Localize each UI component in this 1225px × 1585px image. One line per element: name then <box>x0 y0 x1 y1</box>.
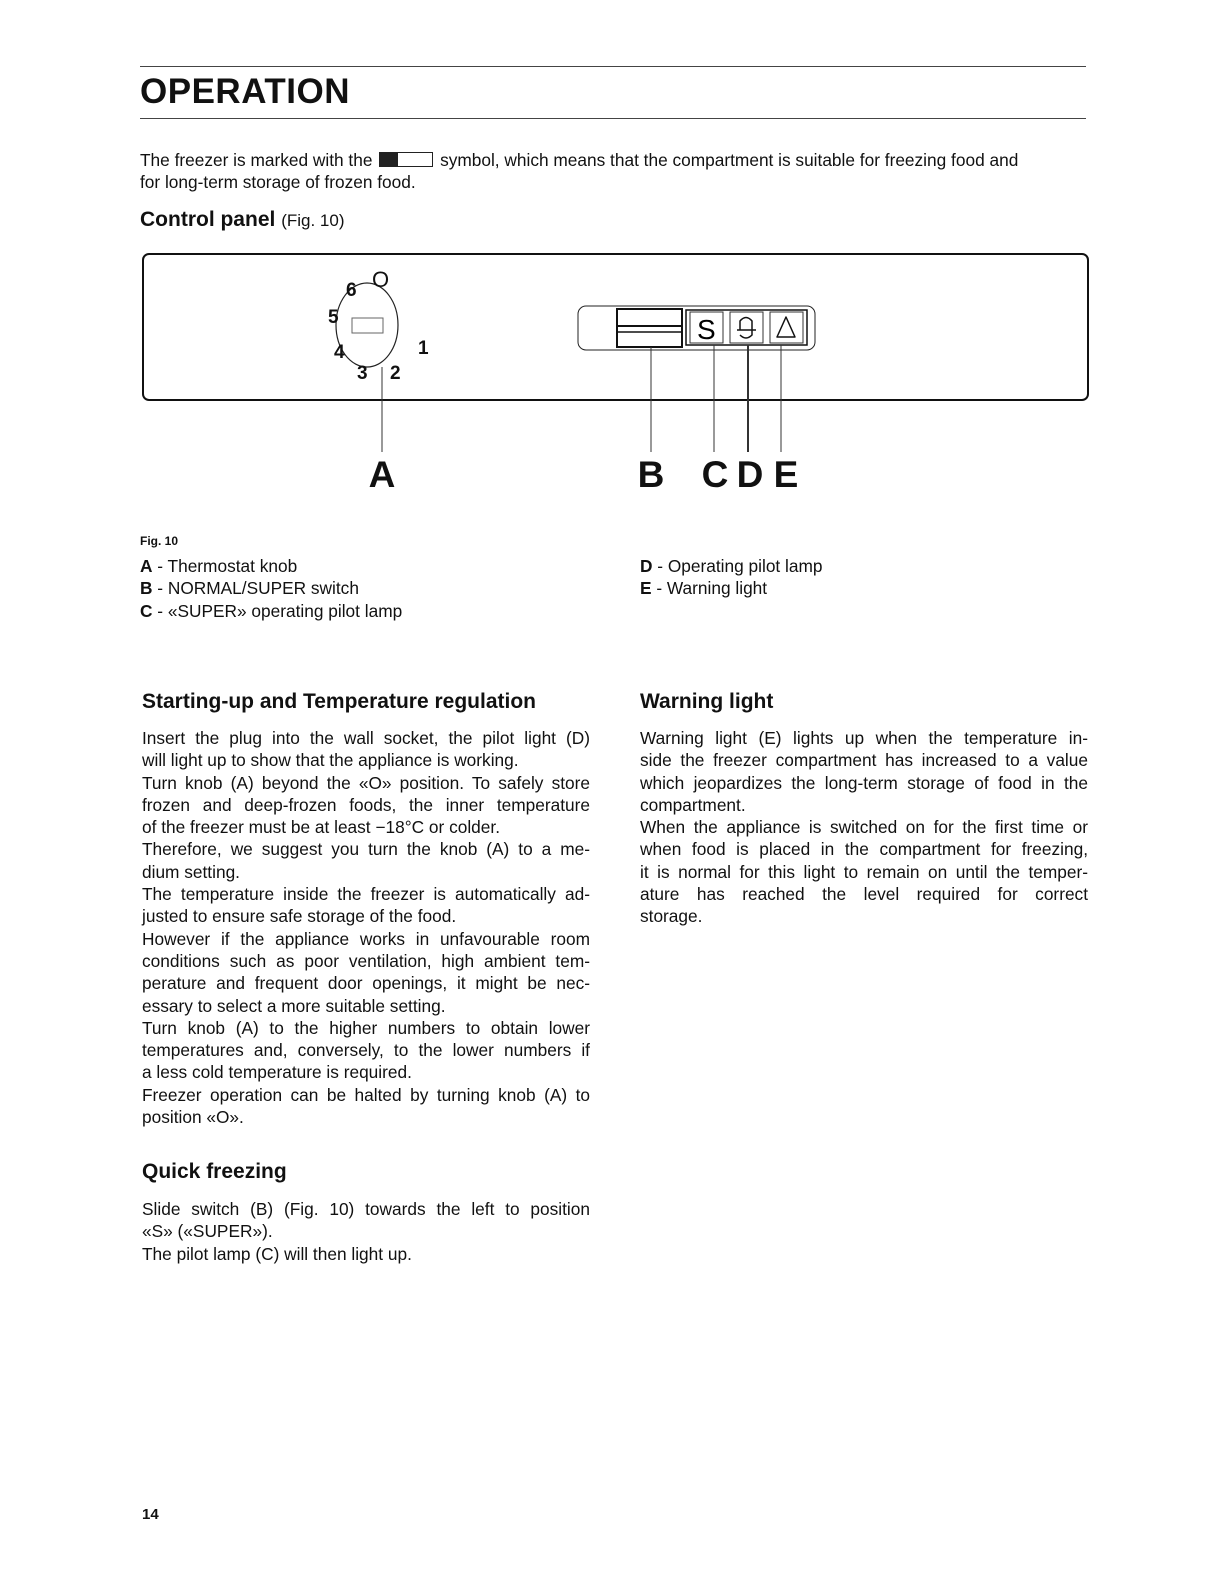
legend-item: D - Operating pilot lamp <box>640 556 823 576</box>
text-line: which jeopardizes the long-term storage of food in the <box>640 772 1088 793</box>
text-line: a less cold temperature is required. <box>142 1062 412 1083</box>
warning-paragraph <box>640 727 1088 928</box>
legend-item: C - «SUPER» operating pilot lamp <box>140 600 403 621</box>
text-line: perature and frequent door openings, it might be nec- <box>142 973 590 994</box>
text-line: when food is placed in the compartment for freezing, <box>640 839 1088 860</box>
text-line: will light up to show that the appliance is working. <box>142 750 519 771</box>
knob-mark: 2 <box>390 363 401 384</box>
text-line: The temperature inside the freezer is automatically ad- <box>142 884 590 905</box>
text-line: conditions such as poor ventilation, high ambient tem- <box>142 950 590 971</box>
figure-label: Fig. 10 <box>140 534 179 548</box>
knob-mark: O <box>372 267 390 292</box>
text-line: of the freezer must be at least −18°C or colder. <box>142 817 501 838</box>
callout-e: E <box>773 454 799 495</box>
text-line: it is normal for this light to remain on until the temper- <box>640 861 1088 882</box>
text-line: Freezer operation can be halted by turning knob (A) to <box>142 1084 590 1105</box>
legend-right <box>640 555 823 600</box>
knob-grip <box>352 318 383 333</box>
control-panel-diagram <box>0 0 1225 500</box>
text-line: justed to ensure safe storage of the food. <box>142 906 457 927</box>
warning-heading: Warning light <box>640 690 774 713</box>
page-title: OPERATION <box>140 72 350 111</box>
text-line: compartment. <box>640 794 746 815</box>
text-line: ature has reached the level required for correct <box>640 884 1088 905</box>
text-line: When the appliance is switched on for the first time or <box>640 817 1088 838</box>
text-line: side the freezer compartment has increased to a value <box>640 750 1088 771</box>
text-line: dium setting. <box>142 861 240 882</box>
starting-heading: Starting-up and Temperature regulation <box>142 690 536 713</box>
text-line: storage. <box>640 906 703 927</box>
heading-text: Control panel <box>140 208 276 231</box>
starting-paragraph <box>142 727 590 1128</box>
callout-c: C <box>701 454 729 495</box>
text-line: Slide switch (B) (Fig. 10) towards the left to position <box>142 1199 590 1219</box>
figure-ref: (Fig. 10) <box>281 211 345 230</box>
knob-mark: 6 <box>346 280 357 301</box>
intro-text: for long-term storage of frozen food. <box>140 172 416 193</box>
text-line: frozen and deep-frozen foods, the inner temperature <box>142 794 590 815</box>
legend-item: A - Thermostat knob <box>140 556 298 576</box>
text-line: Turn knob (A) to the higher numbers to obtain lower <box>142 1017 590 1038</box>
knob-mark: 5 <box>328 307 339 328</box>
text-line: Turn knob (A) beyond the «O» position. To safely store <box>142 772 590 793</box>
text-line: The pilot lamp (C) will then light up. <box>142 1243 412 1264</box>
panel-outline <box>143 254 1088 400</box>
quick-freezing-paragraph <box>142 1198 590 1265</box>
quick-freezing-heading: Quick freezing <box>142 1160 287 1183</box>
text-line: Warning light (E) lights up when the temperature in- <box>640 728 1088 748</box>
intro-text: The freezer is marked with the <box>140 150 373 170</box>
text-line: Therefore, we suggest you turn the knob (A) to a me- <box>142 839 590 860</box>
callout-d: D <box>736 454 764 495</box>
legend-left <box>140 555 402 622</box>
text-line: temperatures and, conversely, to the lower numbers if <box>142 1040 590 1061</box>
page-number: 14 <box>142 1506 159 1523</box>
intro-text: symbol, which means that the compartment is suitable for freezing food and <box>440 150 1019 170</box>
knob-mark: 4 <box>334 342 345 363</box>
knob-mark: 1 <box>418 338 429 359</box>
text-line: However if the appliance works in unfavourable room <box>142 928 590 949</box>
text-line: Insert the plug into the wall socket, the pilot light (D) <box>142 728 590 748</box>
callout-a: A <box>368 454 396 495</box>
knob-mark: 3 <box>357 363 368 384</box>
legend-item: E - Warning light <box>640 578 768 599</box>
callout-b: B <box>637 454 665 495</box>
legend-item: B - NORMAL/SUPER switch <box>140 578 359 599</box>
text-line: essary to select a more suitable setting. <box>142 995 446 1016</box>
normal-super-switch <box>617 309 682 347</box>
super-symbol: S <box>697 314 716 345</box>
text-line: «S» («SUPER»). <box>142 1221 273 1242</box>
text-line: position «O». <box>142 1107 244 1128</box>
